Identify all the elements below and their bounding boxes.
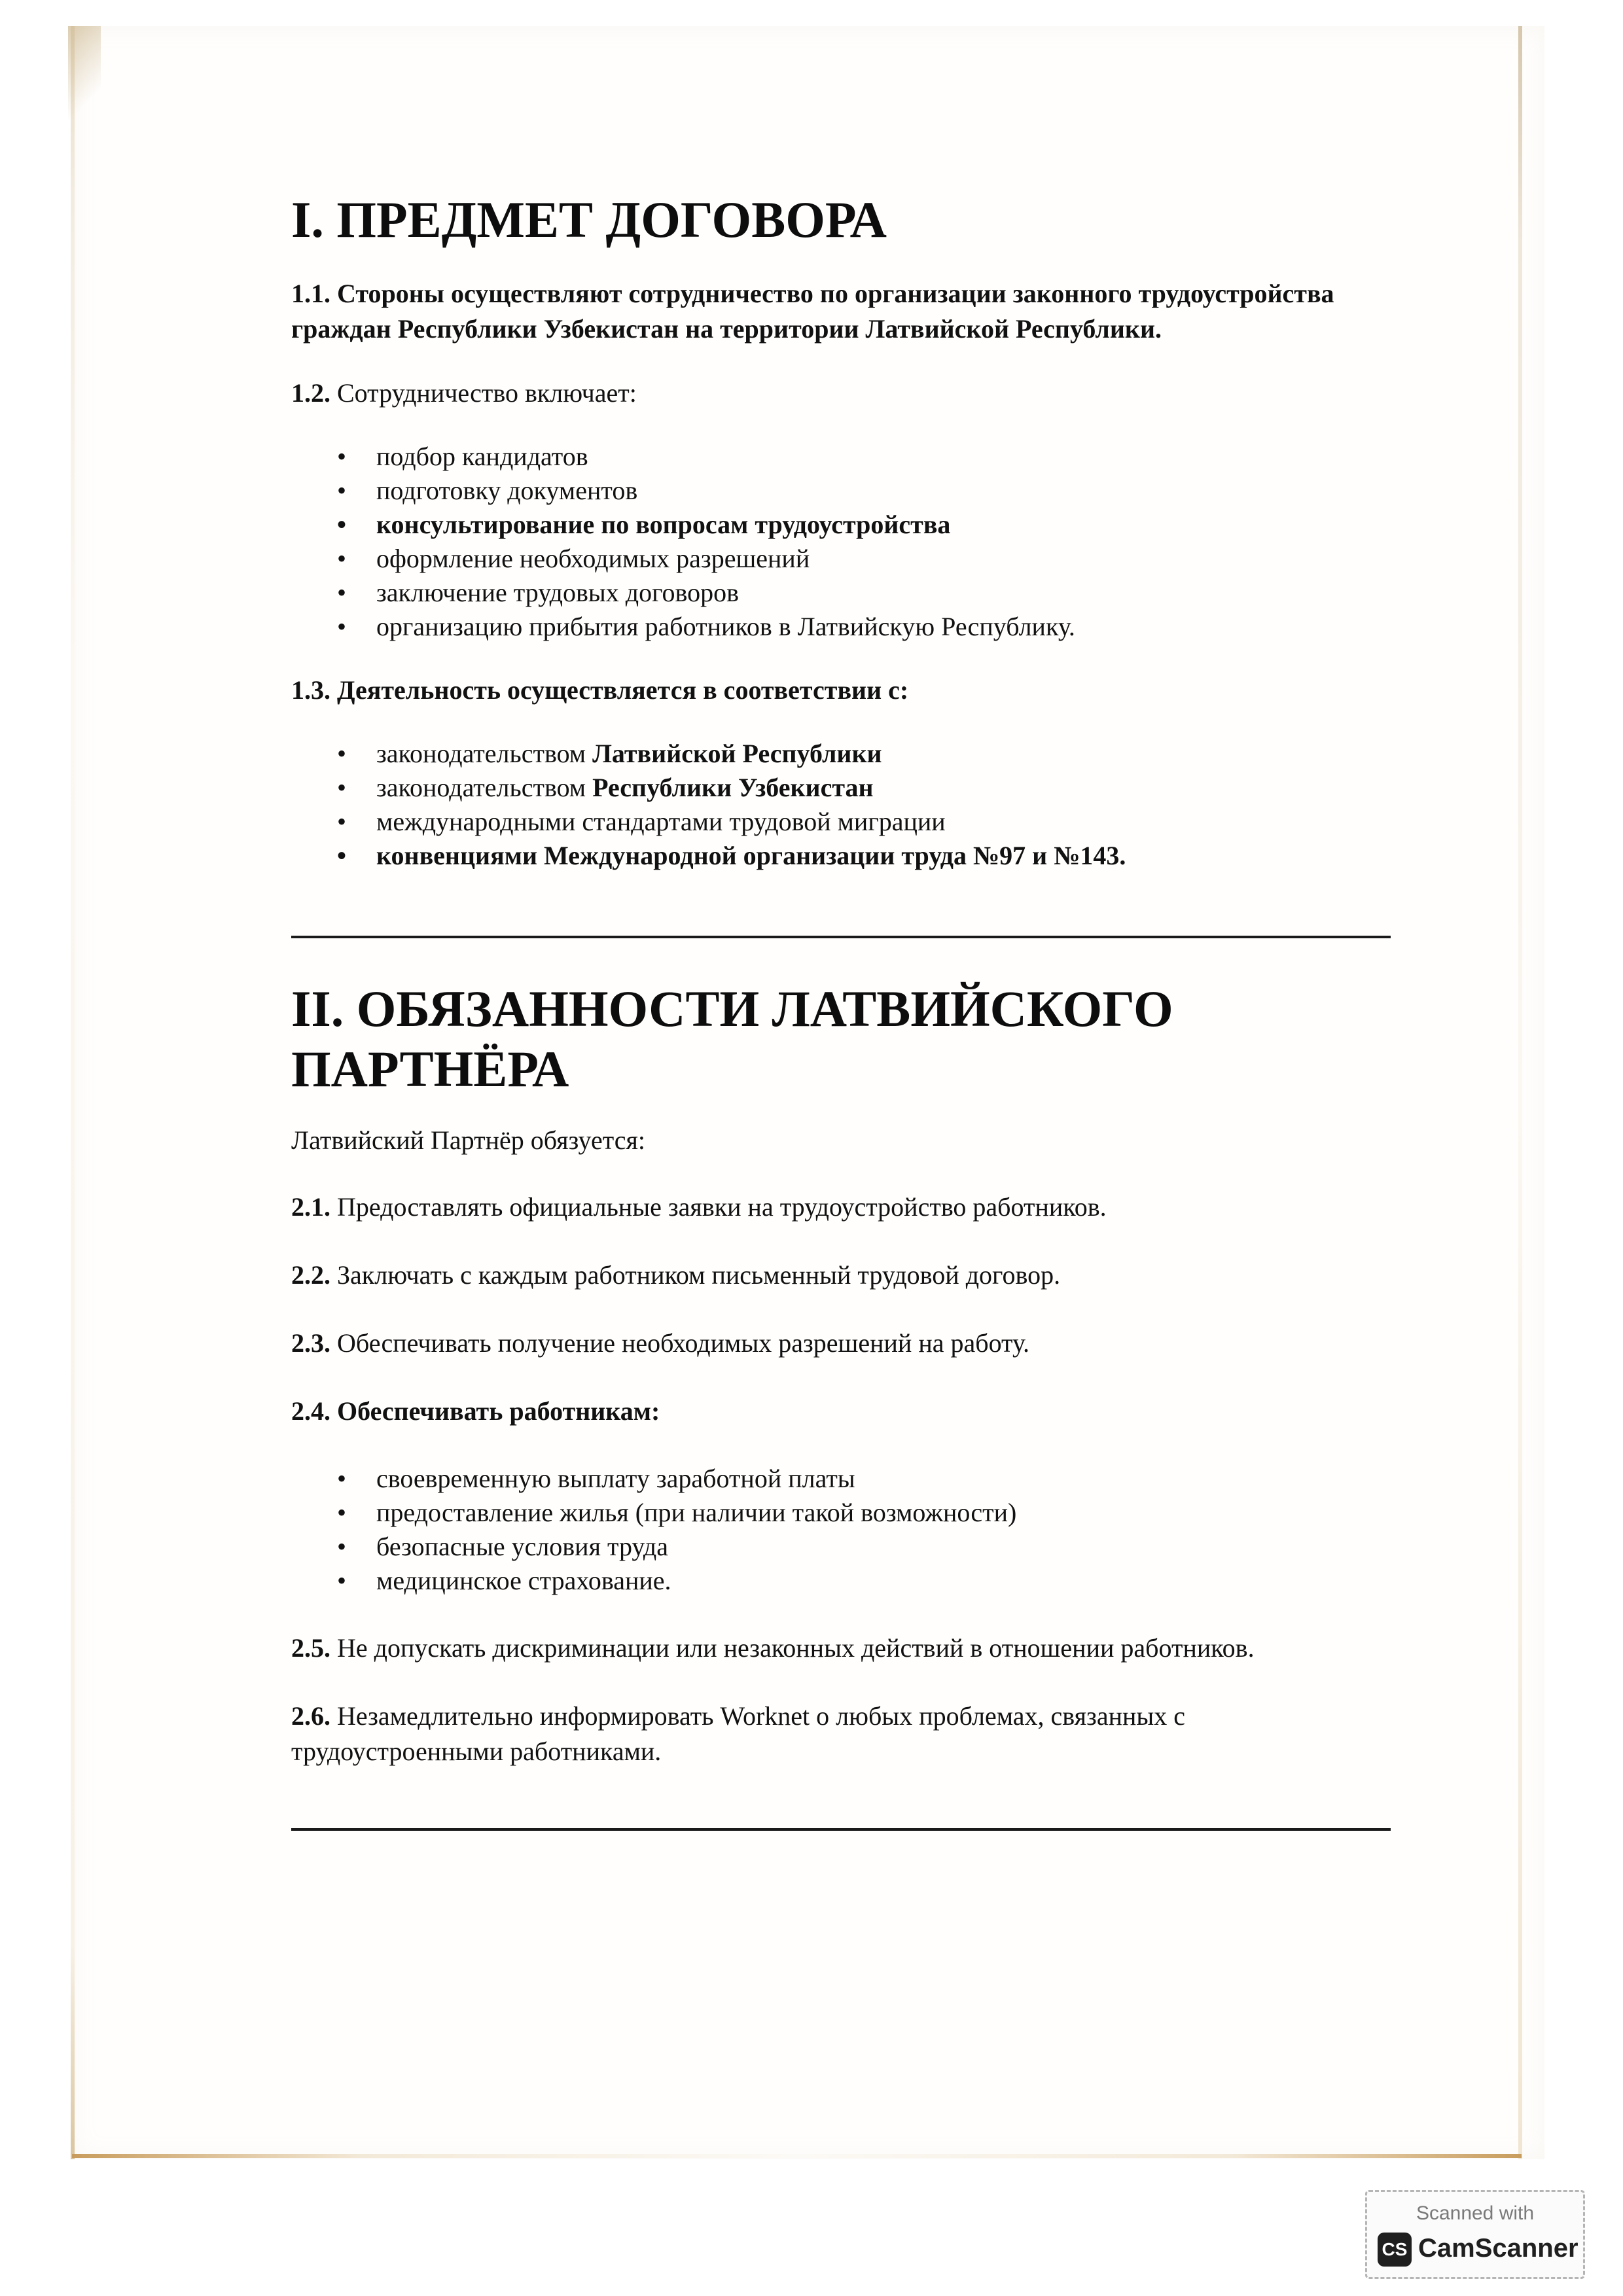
bullet-icon: • <box>337 841 347 870</box>
clause-1-1 <box>291 276 1391 347</box>
paper-edge-left <box>71 26 75 2159</box>
camscanner-logo-icon: CS <box>1378 2233 1412 2267</box>
clause-1-3-number: 1.3. <box>291 675 330 705</box>
bullet-icon: • <box>337 1532 347 1561</box>
bullet-icon: • <box>337 773 347 802</box>
bullet-icon: • <box>337 807 347 836</box>
camscanner-watermark <box>1365 2190 1585 2279</box>
paper-corner-shadow <box>68 26 101 131</box>
list-item: • предоставление жилья (при наличии такой возможности) <box>376 1496 1391 1530</box>
clause-1-2-text: Сотрудничество включает: <box>330 378 637 408</box>
clause-1-1-text-b: законного трудоустройства граждан Республики Узбекистан на территории Латвийской Республики. <box>291 279 1334 344</box>
bullet-icon: • <box>337 1464 347 1493</box>
list-item: • подготовку документов <box>376 474 1391 508</box>
document-body <box>291 190 1391 1831</box>
bullet-icon: • <box>337 739 347 768</box>
clause-1-1-text-a: Стороны осуществляют сотрудничество по организации <box>330 279 1013 308</box>
section-2-title-line-1: II. ОБЯЗАННОСТИ ЛАТВИЙСКОГО <box>291 980 1173 1037</box>
clause-2-2: 2.2. Заключать с каждым работником письменный трудовой договор. <box>291 1260 1061 1290</box>
list-item: • своевременную выплату заработной платы <box>376 1462 1391 1496</box>
list-item: • консультирование по вопросам трудоустройства <box>376 508 1391 542</box>
list-item: • законодательством Латвийской Республики <box>376 737 1391 771</box>
clause-1-3-text: Деятельность осуществляется в соответствии с: <box>330 675 909 705</box>
section-2-intro: Латвийский Партнёр обязуется: <box>291 1125 645 1155</box>
section-divider <box>291 1828 1391 1831</box>
cooperation-list <box>291 440 1391 644</box>
worker-provisions-list <box>291 1462 1391 1598</box>
section-2-title-line-2: ПАРТНЁРА <box>291 1040 569 1097</box>
bullet-icon: • <box>337 442 347 471</box>
list-item: • международными стандартами трудовой миграции <box>376 805 1391 839</box>
bullet-icon: • <box>337 1566 347 1595</box>
paper-edge-right <box>1518 26 1522 2159</box>
list-item: • медицинское страхование. <box>376 1564 1391 1598</box>
bullet-icon: • <box>337 578 347 607</box>
clause-2-5: 2.5. Не допускать дискриминации или незаконных действий в отношении работников. <box>291 1633 1255 1663</box>
section-1-title: I. ПРЕДМЕТ ДОГОВОРА <box>291 191 887 248</box>
list-item: • законодательством Республики Узбекистан <box>376 771 1391 805</box>
clause-2-3: 2.3. Обеспечивать получение необходимых разрешений на работу. <box>291 1328 1030 1358</box>
bullet-icon: • <box>337 476 347 505</box>
bullet-icon: • <box>337 1498 347 1527</box>
clause-2-1: 2.1. Предоставлять официальные заявки на трудоустройство работников. <box>291 1192 1107 1222</box>
bullet-icon: • <box>337 510 347 539</box>
list-item: • оформление необходимых разрешений <box>376 542 1391 576</box>
list-item: • подбор кандидатов <box>376 440 1391 474</box>
clause-1-3 <box>291 673 1391 708</box>
watermark-brand: CamScanner <box>1418 2234 1578 2263</box>
bullet-icon: • <box>337 612 347 641</box>
section-2-title <box>291 979 1391 1099</box>
clause-1-1-number: 1.1. <box>291 279 330 308</box>
bullet-icon: • <box>337 544 347 573</box>
clause-1-2 <box>291 376 1391 411</box>
clause-1-2-number: 1.2. <box>291 378 330 408</box>
list-item: • конвенциями Международной организации труда №97 и №143. <box>376 839 1391 873</box>
list-item: • безопасные условия труда <box>376 1530 1391 1564</box>
legal-basis-list <box>291 737 1391 873</box>
clause-2-4: 2.4. Обеспечивать работникам: <box>291 1396 660 1426</box>
clause-2-6: 2.6. Незамедлительно информировать Worknet о любых проблемах, связанных с трудоустроенными работниками. <box>291 1701 1186 1766</box>
paper-edge-bottom <box>72 2154 1522 2158</box>
list-item: • заключение трудовых договоров <box>376 576 1391 610</box>
watermark-caption: Scanned with <box>1416 2202 1535 2224</box>
list-item: • организацию прибытия работников в Латвийскую Республику. <box>376 610 1391 644</box>
